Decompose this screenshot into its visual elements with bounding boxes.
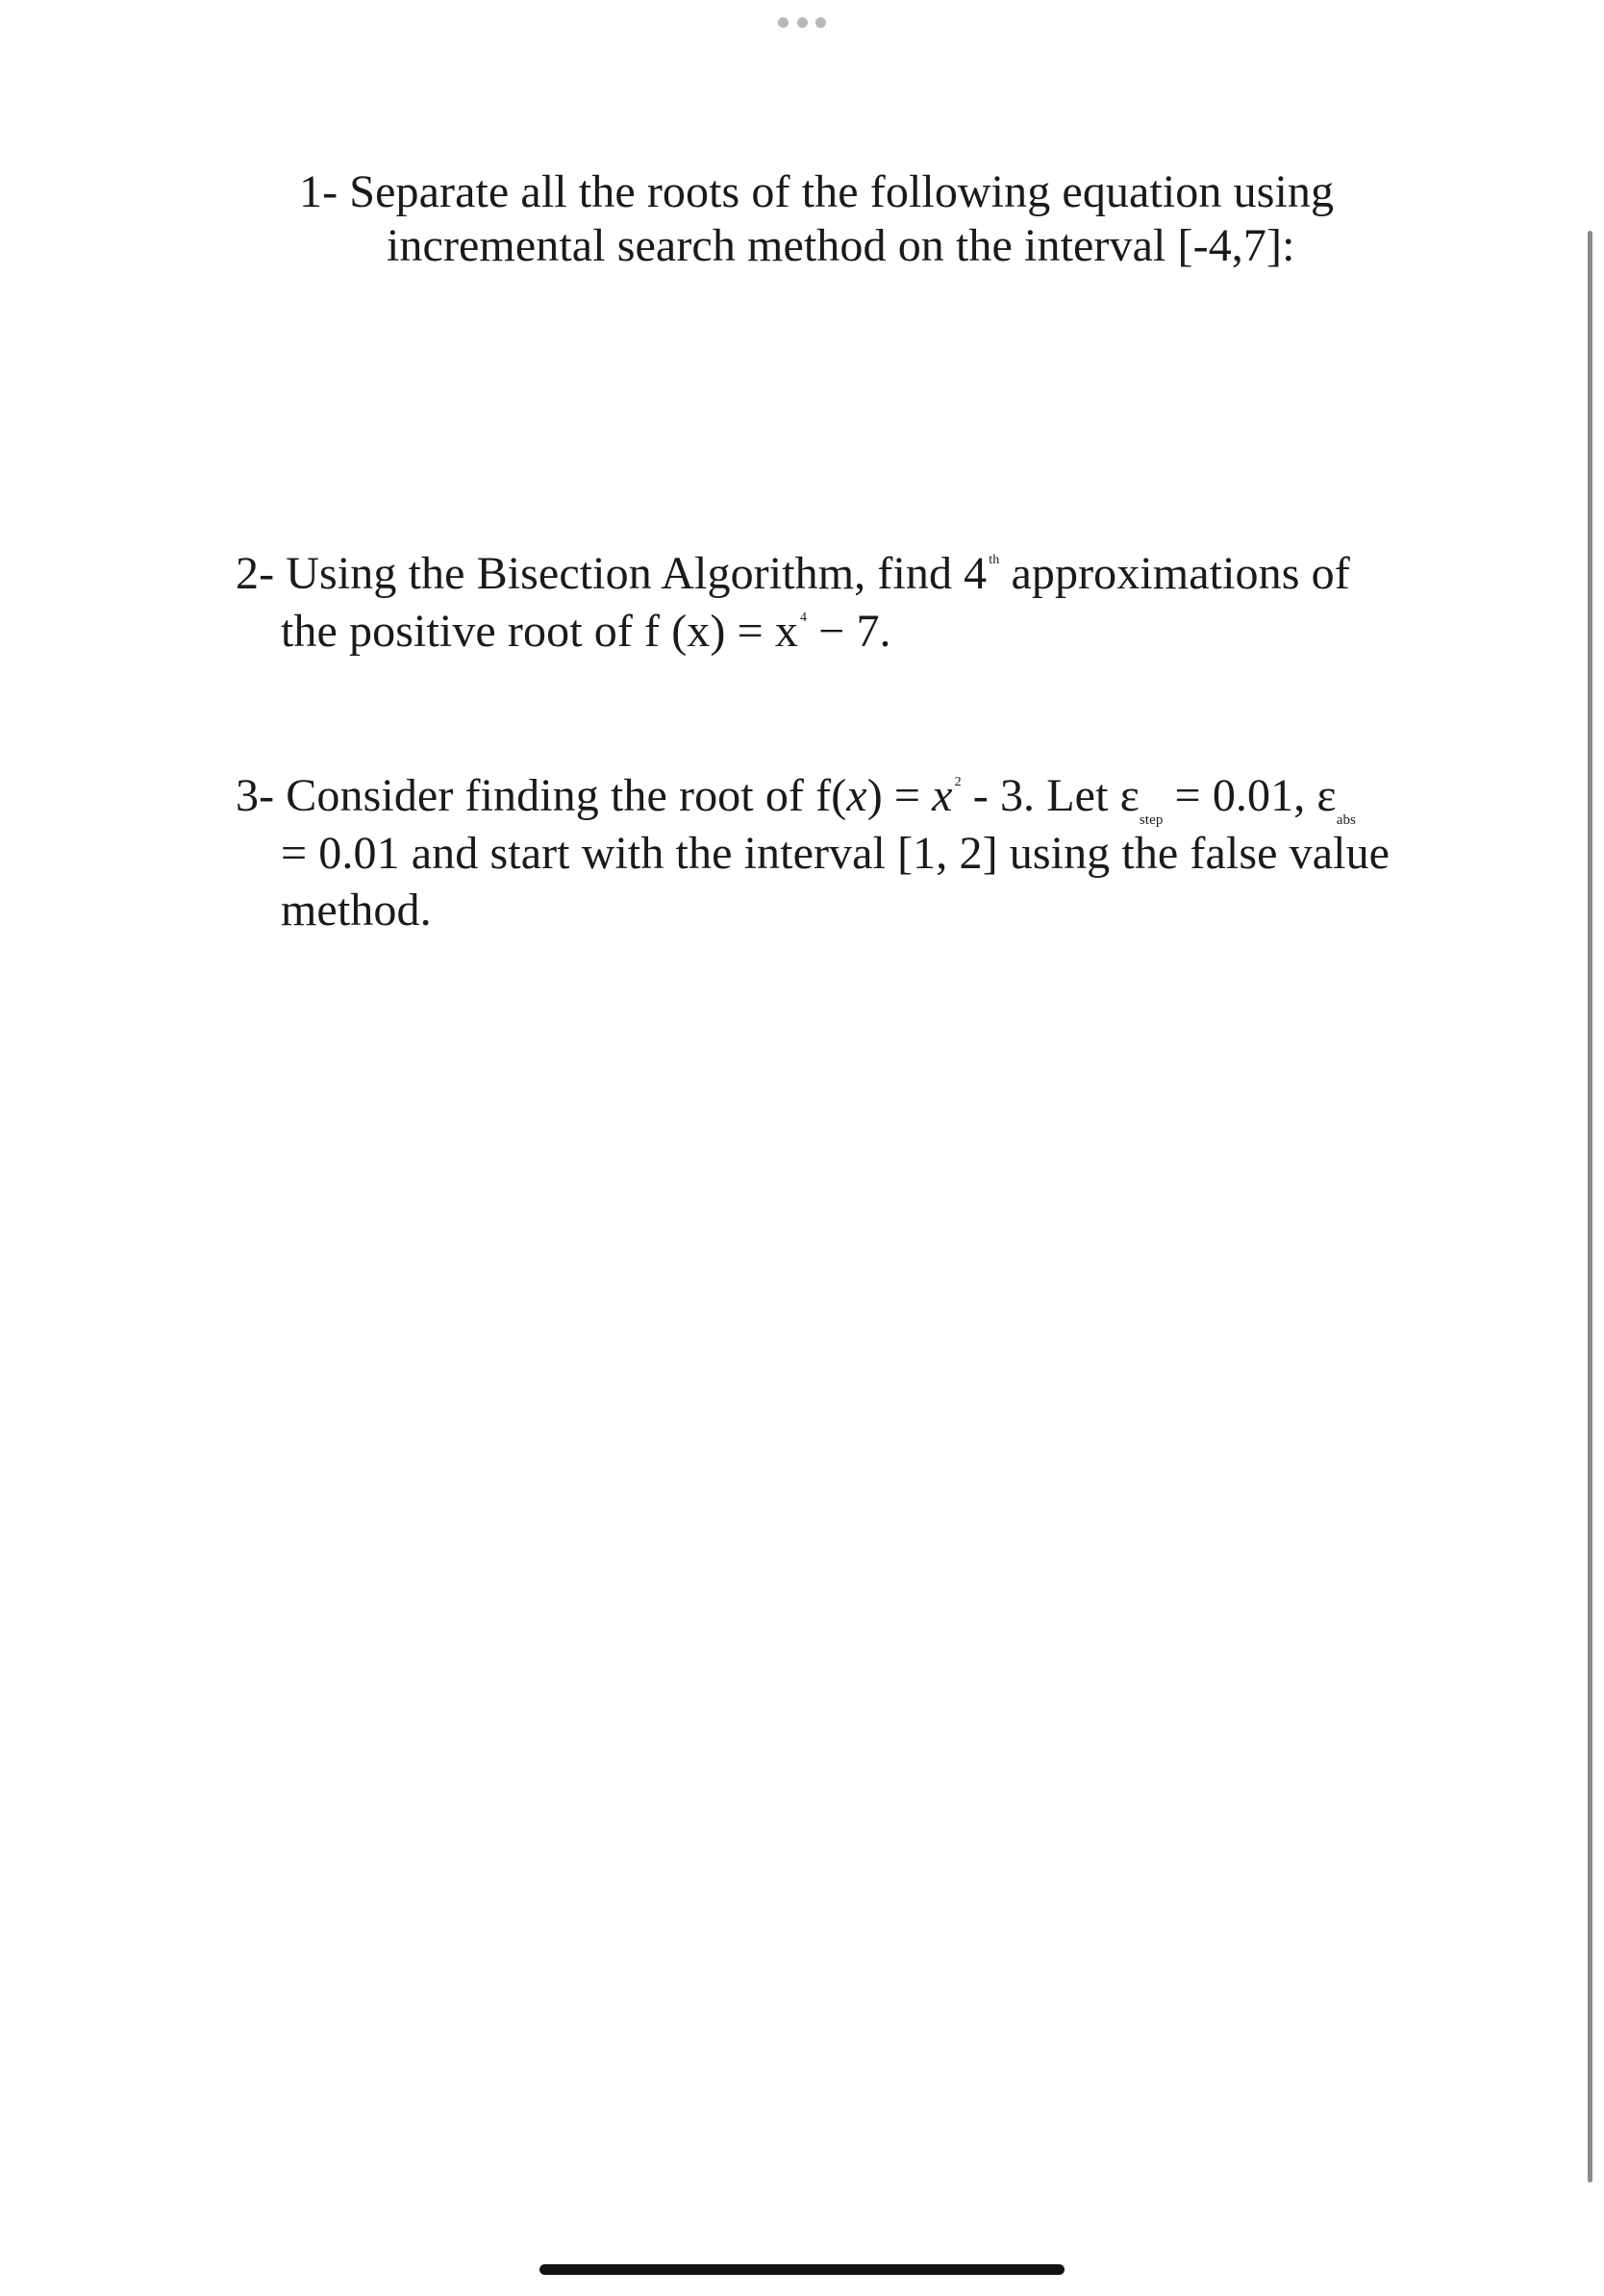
variable-x: x	[846, 770, 867, 821]
question-3-line-3: method.	[281, 885, 432, 936]
dot	[797, 17, 808, 28]
question-3-text: - 3. Let ε	[961, 770, 1140, 821]
superscript-th: th	[989, 553, 1000, 567]
question-2-text: − 7.	[807, 606, 891, 657]
superscript-4: 4	[799, 611, 808, 625]
variable-x: x	[932, 770, 953, 821]
question-2-line-2	[281, 605, 891, 670]
question-2-text: approximations of	[999, 548, 1350, 599]
home-indicator-bar[interactable]	[539, 2264, 1065, 2275]
superscript-2: 2	[954, 775, 962, 789]
question-2-line-1	[236, 547, 1350, 612]
question-1-line-1: 1- Separate all the roots of the following equation using	[299, 166, 1335, 217]
question-3-text: 3- Consider finding the root of f(	[236, 770, 847, 821]
question-3-text: = 0.01, ε	[1163, 770, 1337, 821]
question-3-line-2: = 0.01 and start with the interval [1, 2] using the false value	[281, 828, 1391, 879]
subscript-step: step	[1139, 812, 1164, 828]
question-3-line-1	[236, 769, 1356, 835]
question-2-text: the positive root of f (x) = x	[281, 606, 798, 657]
dot	[778, 17, 789, 28]
dot	[815, 17, 826, 28]
question-1-line-2: incremental search method on the interval [-4,7]:	[387, 220, 1295, 271]
question-3-text: ) =	[866, 770, 933, 821]
subscript-abs: abs	[1336, 812, 1356, 828]
question-2-text: 2- Using the Bisection Algorithm, find 4	[236, 548, 988, 599]
more-dots-icon[interactable]	[778, 16, 826, 28]
vertical-scrollbar[interactable]	[1588, 231, 1592, 2183]
